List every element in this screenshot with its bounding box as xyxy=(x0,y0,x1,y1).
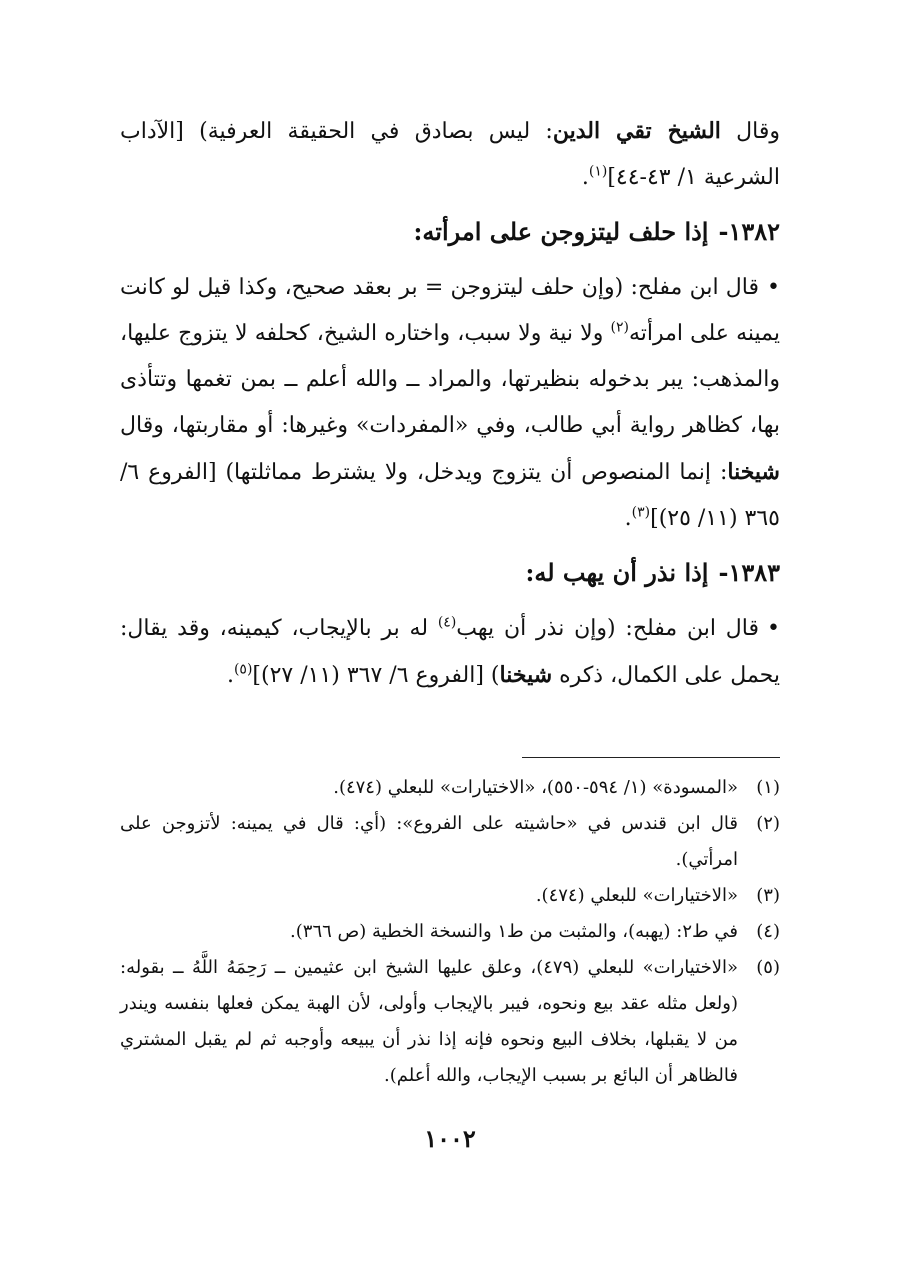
footnote-ref[interactable]: (٣) xyxy=(631,504,651,521)
main-text xyxy=(120,108,780,705)
footnote-ref[interactable]: (١) xyxy=(588,163,608,180)
paragraph-text: : إنما المنصوص أن يتزوج ويدخل، ولا يشترط مماثلتها) [الفروع ٦/ ٣٦٥ (١١/ ٢٥)] xyxy=(120,460,780,531)
intro-end: . xyxy=(581,165,589,190)
footnote-text: في ط٢: (يهبه)، والمثبت من ط١ والنسخة الخطية (ص ٣٦٦). xyxy=(290,921,738,942)
footnote-4 xyxy=(120,914,780,950)
footnote-number: (١) xyxy=(756,777,780,798)
section-number: ١٣٨٣- xyxy=(718,558,780,587)
footnotes-section xyxy=(120,770,780,1094)
paragraph-text: ) [الفروع ٦/ ٣٦٧ (١١/ ٢٧)] xyxy=(252,663,500,688)
section-1383-paragraph xyxy=(120,606,780,699)
footnote-number: (٥) xyxy=(756,957,780,978)
footnote-number: (٣) xyxy=(756,885,780,906)
paragraph-text: قال ابن مفلح: (وإن نذر أن يهب xyxy=(456,616,760,641)
footnote-ref[interactable]: (٤) xyxy=(437,614,457,631)
footnote-number: (٢) xyxy=(756,813,780,834)
intro-paragraph xyxy=(120,108,780,201)
intro-text: : ليس بصادق في الحقيقة العرفية) [الآداب الشرعية ١/ ٤٣-٤٤] xyxy=(120,119,780,190)
section-title: إذا نذر أن يهب له: xyxy=(525,558,709,587)
footnote-5 xyxy=(120,950,780,1094)
footnote-text: «الاختيارات» للبعلي (٤٧٤). xyxy=(535,885,738,906)
page-number: ١٠٠٢ xyxy=(424,1124,476,1153)
bold-word: شيخنا xyxy=(499,662,553,688)
bullet-icon: • xyxy=(767,275,780,300)
section-number: ١٣٨٢- xyxy=(718,217,780,246)
footnote-number: (٤) xyxy=(756,921,780,942)
footnote-3 xyxy=(120,878,780,914)
footnote-text: «المسودة» (١/ ٥٩٤-٥٥٠)، «الاختيارات» للبعلي (٤٧٤). xyxy=(333,777,738,798)
section-title: إذا حلف ليتزوجن على امرأته: xyxy=(413,217,709,246)
footnote-text: «الاختيارات» للبعلي (٤٧٩)، وعلق عليها الشيخ ابن عثيمين ــ رَحِمَهُ اللَّهُ ــ بقوله: (ولعل مثله عقد بيع ونحوه، فيبر بالإيجاب وأولى، لأن الهبة يمكن فعلها بنفسه ويندر من لا يقبلها، بخلاف البيع ونحوه فإنه إذا نذر أن يبيعه وأوجبه ثم لم يقبل المشتري فالظاهر أن البائع بر بسبب الإيجاب، والله أعلم). xyxy=(120,957,738,1086)
paragraph-end: . xyxy=(624,506,632,531)
footnote-divider xyxy=(522,757,780,758)
footnote-2 xyxy=(120,806,780,878)
footnote-ref[interactable]: (٢) xyxy=(610,319,629,336)
section-1382-paragraph xyxy=(120,265,780,542)
paragraph-text: له بر بالإيجاب، كيمينه، وقد يقال: يحمل على الكمال، ذكره xyxy=(120,616,780,688)
paragraph-text: ولا نية ولا سبب، واختاره الشيخ، كحلفه لا يتزوج عليها، والمذهب: يبر بدخوله بنظيرتها، والمراد ــ والله أعلم ــ بمن تغمها وتتأذى بها، كظاهر رواية أبي طالب، وفي «المفردات» وغيرها: أو مقاربتها، وقال xyxy=(120,321,780,438)
paragraph-end: . xyxy=(226,663,234,688)
intro-prefix: وقال xyxy=(720,119,781,144)
footnote-1 xyxy=(120,770,780,806)
intro-bold-name: الشيخ تقي الدين xyxy=(552,118,721,144)
bullet-icon: • xyxy=(767,616,780,641)
bold-word: شيخنا xyxy=(727,459,780,485)
paragraph-text: قال ابن مفلح: (وإن حلف ليتزوجن = بر بعقد صحيح، وكذا قيل لو كانت يمينه على امرأته xyxy=(120,275,780,346)
section-heading-1382 xyxy=(120,209,780,255)
footnote-ref[interactable]: (٥) xyxy=(233,661,253,678)
section-heading-1383 xyxy=(120,550,780,596)
footnote-text: قال ابن قندس في «حاشيته على الفروع»: (أي: قال في يمينه: لأتزوجن على امرأتي). xyxy=(120,813,738,870)
